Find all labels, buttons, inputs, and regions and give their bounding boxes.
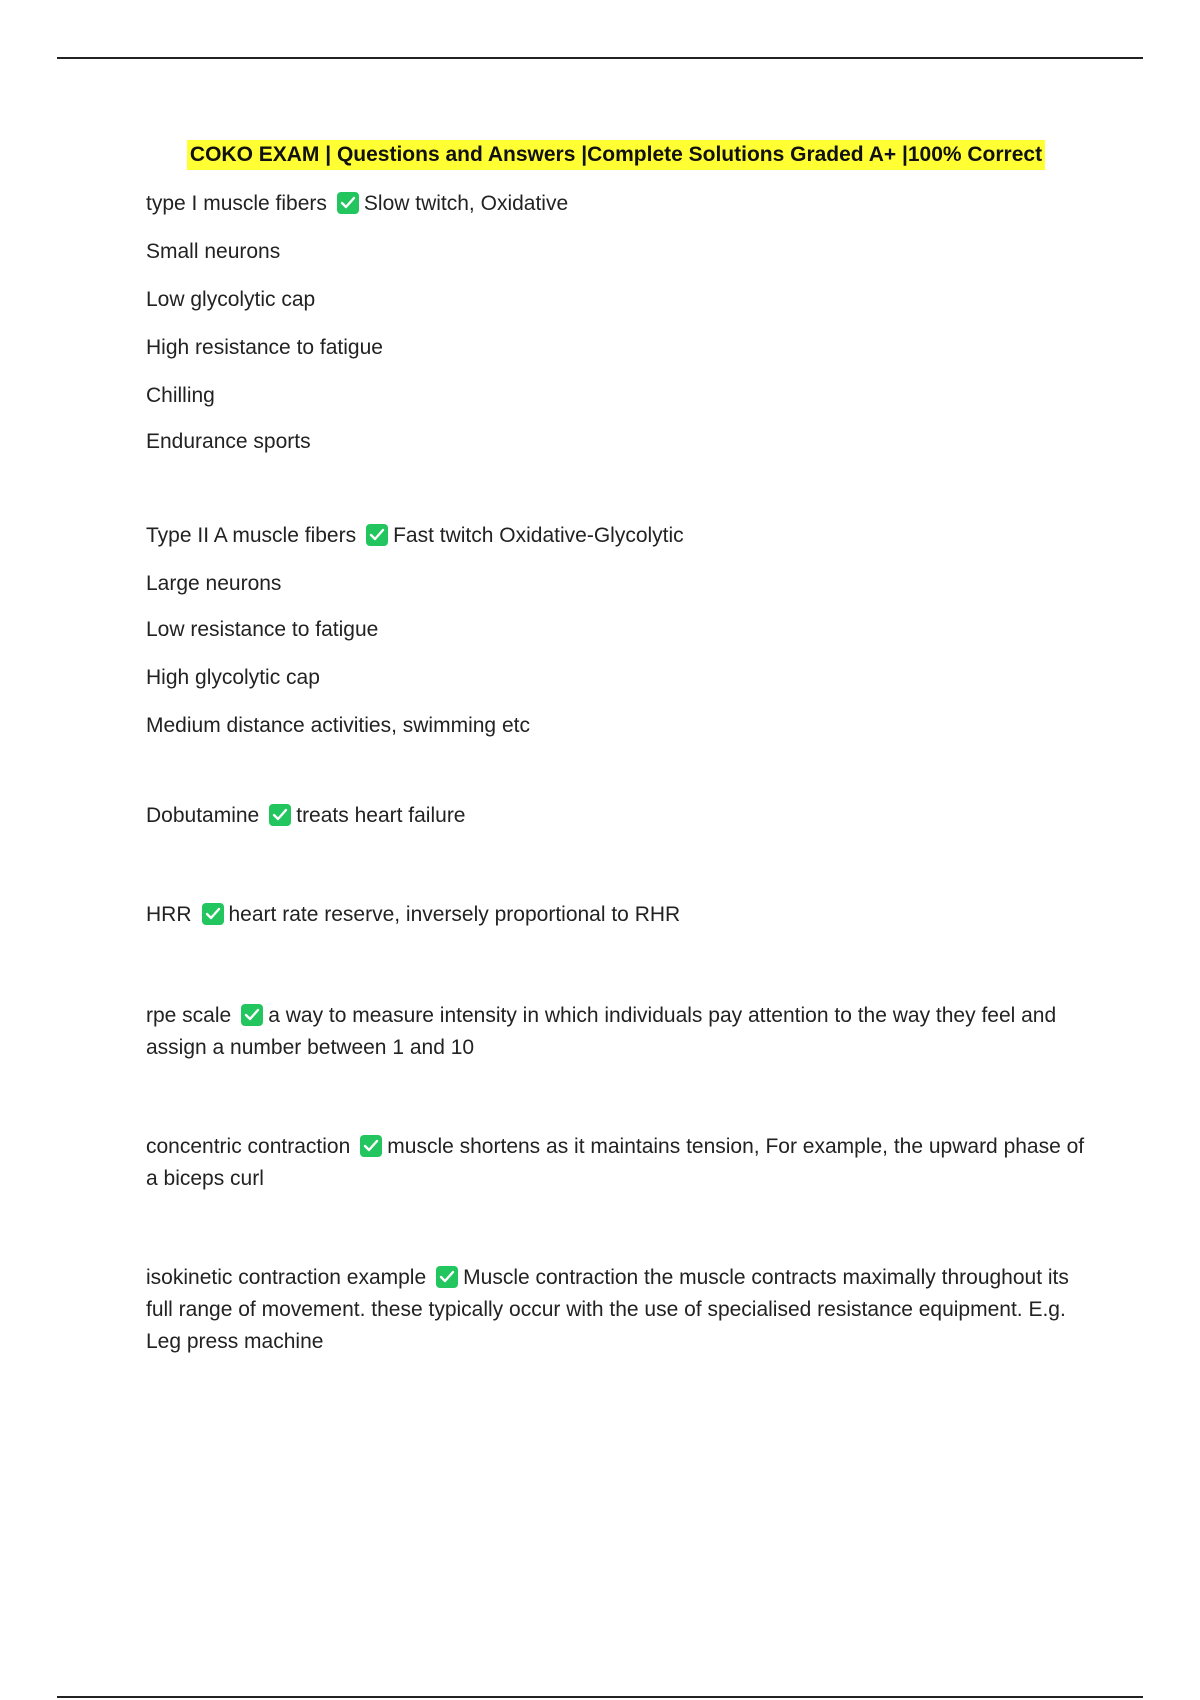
- qa-detail: Endurance sports: [146, 430, 311, 453]
- qa-question: [146, 1262, 1086, 1358]
- check-icon: [202, 903, 224, 925]
- check-icon: [269, 804, 291, 826]
- page-top-rule: [57, 57, 1143, 59]
- qa-item-rpe-scale: [146, 1000, 1086, 1064]
- qa-question: [146, 899, 1086, 931]
- qa-term: concentric contraction: [146, 1135, 351, 1158]
- qa-term: Type II A muscle fibers: [146, 524, 357, 547]
- qa-term: HRR: [146, 903, 192, 926]
- qa-question: [146, 520, 1086, 552]
- qa-item-dobutamine: [146, 800, 1086, 832]
- qa-detail: Low glycolytic cap: [146, 288, 316, 311]
- qa-question: [146, 800, 1086, 832]
- qa-item-type-1-fibers: [146, 188, 1086, 458]
- qa-item-isokinetic-contraction: [146, 1262, 1086, 1358]
- qa-answer: Fast twitch Oxidative-Glycolytic: [393, 524, 684, 547]
- qa-question: [146, 188, 1086, 220]
- qa-term: isokinetic contraction example: [146, 1266, 427, 1289]
- qa-answer: muscle shortens as it maintains tension, For example, the upward phase of a biceps curl: [146, 1135, 1085, 1190]
- qa-term: Dobutamine: [146, 804, 260, 827]
- qa-answer: heart rate reserve, inversely proportional to RHR: [228, 903, 681, 926]
- check-icon: [366, 524, 388, 546]
- qa-item-hrr: [146, 899, 1086, 931]
- check-icon: [241, 1004, 263, 1026]
- check-icon: [337, 192, 359, 214]
- document-title: COKO EXAM | Questions and Answers |Complete Solutions Graded A+ |100% Correct: [187, 140, 1045, 170]
- title-wrap: [138, 140, 1094, 180]
- qa-answer: Slow twitch, Oxidative: [363, 192, 569, 215]
- qa-detail: Small neurons: [146, 240, 281, 263]
- check-icon: [436, 1266, 458, 1288]
- qa-item-type-2a-fibers: [146, 520, 1086, 742]
- qa-detail: Chilling: [146, 384, 215, 407]
- qa-question: [146, 1131, 1086, 1195]
- qa-detail: Medium distance activities, swimming etc: [146, 714, 530, 737]
- qa-item-concentric-contraction: [146, 1131, 1086, 1195]
- qa-answer: Muscle contraction the muscle contracts maximally throughout its full range of movement. these typically occur with the use of specialised resistance equipment. E.g. Leg press machine: [146, 1266, 1069, 1353]
- page-bottom-rule: [57, 1696, 1143, 1698]
- qa-term: rpe scale: [146, 1004, 232, 1027]
- document-body: [146, 140, 1086, 1358]
- qa-answer: treats heart failure: [296, 804, 466, 827]
- qa-detail: High glycolytic cap: [146, 666, 320, 689]
- qa-detail: High resistance to fatigue: [146, 336, 383, 359]
- qa-term: type I muscle fibers: [146, 192, 327, 215]
- qa-answer: a way to measure intensity in which individuals pay attention to the way they feel and assign a number between 1 and 10: [146, 1004, 1057, 1059]
- qa-question: [146, 1000, 1086, 1064]
- qa-detail: Large neurons: [146, 572, 282, 595]
- qa-detail: Low resistance to fatigue: [146, 618, 379, 641]
- check-icon: [360, 1135, 382, 1157]
